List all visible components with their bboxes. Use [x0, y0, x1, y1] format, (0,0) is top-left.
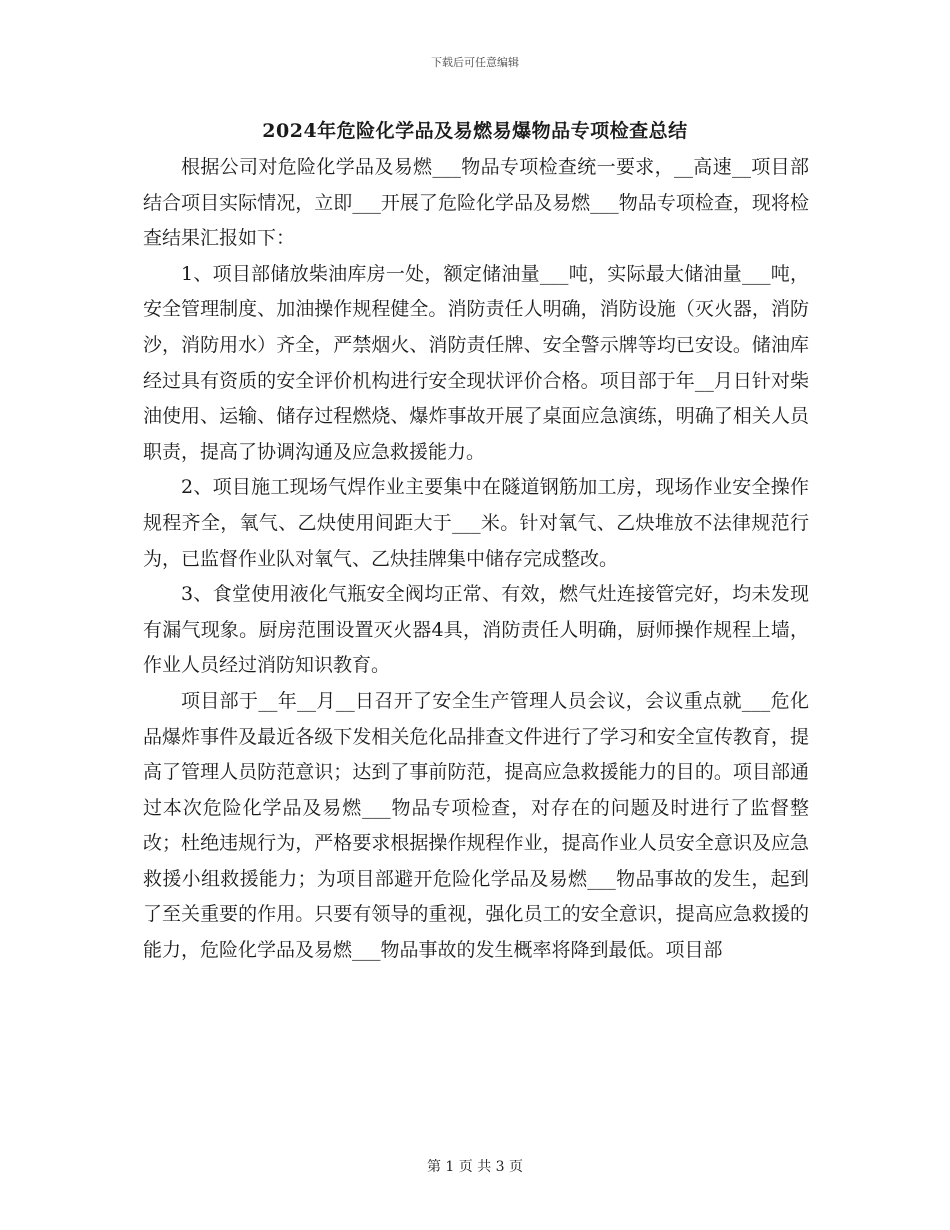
paragraph-item-2: 2、项目施工现场气焊作业主要集中在隧道钢筋加工房，现场作业安全操作规程齐全，氧气、乙炔使用间距大于___米。针对氧气、乙炔堆放不法律规范行为，已监督作业队对氧气、乙炔挂牌集中储存完成整改。 [143, 476, 809, 570]
paragraph-summary: 项目部于__年__月__日召开了安全生产管理人员会议，会议重点就___危化品爆炸事件及最近各级下发相关危化品排查文件进行了学习和安全宣传教育，提高了管理人员防范意识；达到了事前防范，提高应急救援能力的目的。项目部通过本次危险化学品及易燃___物品专项检查，对存在的问题及时进行了监督整改；杜绝违规行为，严格要求根据操作规程作业，提高作业人员安全意识及应急救援小组救援能力；为项目部避开危险化学品及易燃___物品事故的发生，起到了至关重要的作用。只要有领导的重视，强化员工的安全意识，提高应急救援的能力，危险化学品及易燃___物品事故的发生概率将降到最低。项目部 [143, 689, 809, 962]
paragraph-item-3: 3、食堂使用液化气瓶安全阀均正常、有效，燃气灶连接管完好，均未发现有漏气现象。厨房范围设置灭火器4具，消防责任人明确，厨师操作规程上墙，作业人员经过消防知识教育。 [143, 583, 809, 677]
header-note: 下载后可任意编辑 [431, 56, 519, 69]
document-body [143, 150, 809, 969]
paragraph-item-1: 1、项目部储放柴油库房一处，额定储油量___吨，实际最大储油量___吨，安全管理制度、加油操作规程健全。消防责任人明确，消防设施（灭火器，消防沙，消防用水）齐全，严禁烟火、消防责任牌、安全警示牌等均已安设。储油库经过具有资质的安全评价机构进行安全现状评价合格。项目部于年__月日针对柴油使用、运输、储存过程燃烧、爆炸事故开展了桌面应急演练，明确了相关人员职责，提高了协调沟通及应急救援能力。 [143, 262, 809, 463]
document-title: 2024年危险化学品及易燃易爆物品专项检查总结 [262, 120, 688, 142]
page-number: 第 1 页 共 3 页 [426, 1159, 524, 1175]
paragraph-intro: 根据公司对危险化学品及易燃___物品专项检查统一要求，__高速__项目部结合项目实际情况，立即___开展了危险化学品及易燃___物品专项检查，现将检查结果汇报如下： [143, 156, 809, 250]
